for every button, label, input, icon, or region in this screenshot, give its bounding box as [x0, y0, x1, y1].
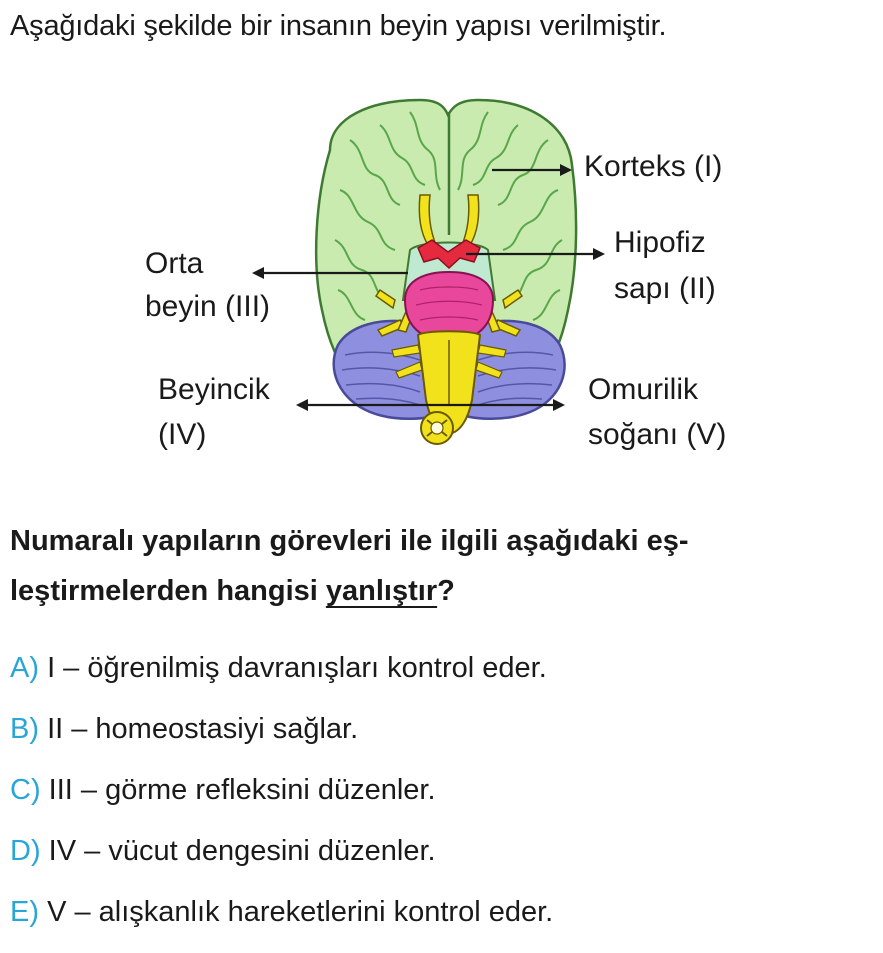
- option-d-key: D): [10, 835, 41, 867]
- label-korteks: Korteks (I): [584, 150, 723, 183]
- label-orta-line1: Orta: [145, 247, 204, 280]
- label-hipofiz-line2: sapı (II): [614, 272, 716, 305]
- question-line-2-prefix: leştirmelerden hangisi: [10, 575, 326, 607]
- option-b-key: B): [10, 713, 39, 745]
- label-omurilik-line2: soğanı (V): [588, 418, 727, 451]
- option-e-key: E): [10, 896, 39, 928]
- question-line-2-suffix: ?: [437, 575, 455, 607]
- option-c-text: III – görme refleksini düzenler.: [48, 774, 436, 806]
- question-line-2: [10, 566, 870, 616]
- label-orta-line2: beyin (III): [145, 290, 271, 323]
- option-a-text: I – öğrenilmiş davranışları kontrol eder.: [47, 652, 547, 684]
- option-c[interactable]: [10, 765, 553, 826]
- option-d-text: IV – vücut dengesini düzenler.: [48, 835, 436, 867]
- answer-options: [10, 643, 553, 948]
- option-e[interactable]: [10, 887, 553, 948]
- question-emphasis: yanlıştır: [325, 575, 438, 607]
- label-beyincik-line1: Beyincik: [158, 373, 270, 406]
- option-d[interactable]: [10, 826, 553, 887]
- intro-text: Aşağıdaki şekilde bir insanın beyin yapısı verilmiştir.: [10, 10, 667, 42]
- option-c-key: C): [10, 774, 41, 806]
- label-omurilik-line1: Omurilik: [588, 373, 698, 406]
- option-a-key: A): [10, 652, 39, 684]
- question-line-1: Numaralı yapıların görevleri ile ilgili aşağıdaki eş-: [10, 525, 689, 557]
- option-e-text: V – alışkanlık hareketlerini kontrol eder.: [47, 896, 554, 928]
- option-b-text: II – homeostasiyi sağlar.: [47, 713, 359, 745]
- option-b[interactable]: [10, 704, 553, 765]
- question-text: [10, 516, 870, 616]
- option-a[interactable]: [10, 643, 553, 704]
- label-beyincik-line2: (IV): [158, 418, 207, 451]
- label-hipofiz-line1: Hipofiz: [614, 226, 706, 259]
